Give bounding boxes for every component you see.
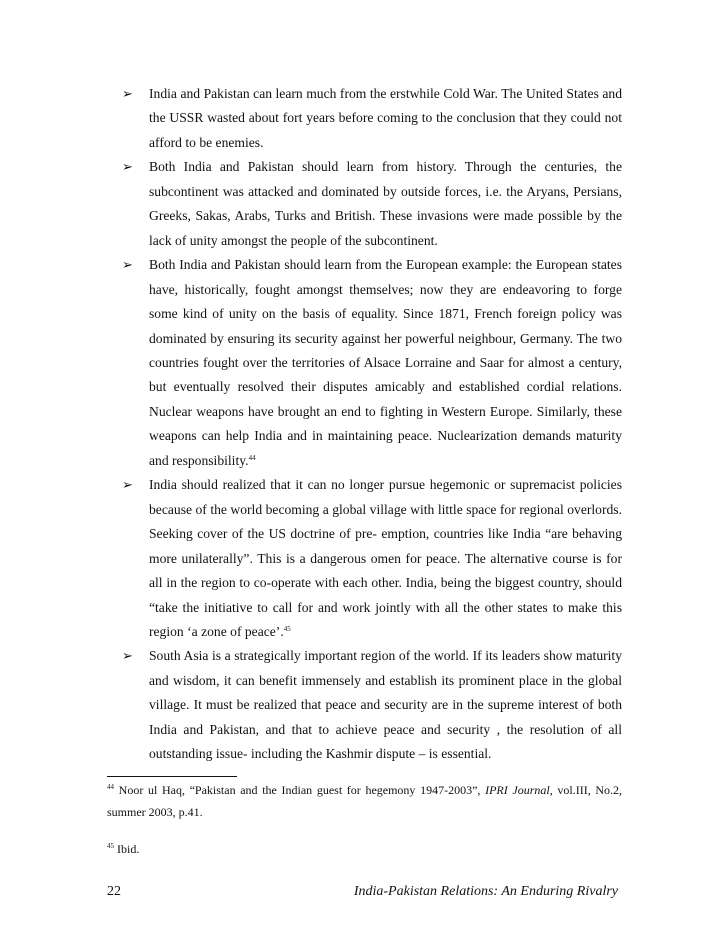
footnote-text: Noor ul Haq, “Pakistan and the Indian guest for hegemony 1947-2003”,	[118, 783, 481, 797]
arrow-bullet-icon: ➢	[122, 648, 133, 664]
bullet-list	[122, 82, 622, 767]
bullet-text: South Asia is a strategically important region of the world. If its leaders show maturity and wisdom, it can benefit immensely and establish its prominent place in the global village. It must be realized that peace and security are in the supreme interest of both India and Pakistan, and that to achieve peace and security , the resolution of all outstanding issue- including the Kashmir dispute – is essential.	[149, 648, 622, 762]
footnote-number: 45	[107, 842, 114, 850]
footnote-text-continued: , vol.III, No.2, summer 2003, p.41.	[107, 783, 623, 819]
arrow-bullet-icon: ➢	[122, 257, 133, 273]
footnote-journal-title: IPRI Journal	[485, 783, 550, 797]
bullet-item-cold-war	[122, 82, 622, 155]
page-number: 22	[107, 884, 121, 899]
bullet-item-european-example	[122, 253, 622, 473]
footnote-number: 44	[107, 783, 114, 791]
bullet-item-south-asia	[122, 644, 622, 766]
bullet-text: India and Pakistan can learn much from the erstwhile Cold War. The United States and the USSR wasted about fort years before coming to the conclusion that they could not afford to be enemies.	[149, 86, 622, 150]
bullet-text: India should realized that it can no longer pursue hegemonic or supremacist policies because of the world becoming a global village with little space for regional overlords. Seeking cover of the US doctrine of pre- emption, countries like India “are behaving more unilaterally”. This is a dangerous omen for peace. The alternative course is for all in the region to co-operate with each other. India, being the biggest country, should “take the initiative to call for and work jointly with all the other states to make this region ‘a zone of peace’.	[149, 477, 622, 639]
arrow-bullet-icon: ➢	[122, 477, 133, 493]
arrow-bullet-icon: ➢	[122, 159, 133, 175]
footnote-reference: 45	[283, 624, 291, 633]
bullet-item-history	[122, 155, 622, 253]
footnote-44	[107, 779, 622, 823]
footnote-divider	[107, 776, 237, 777]
bullet-text: Both India and Pakistan should learn from history. Through the centuries, the subcontinent was attacked and dominated by outside forces, i.e. the Aryans, Persians, Greeks, Sakas, Arabs, Turks and British. These invasions were made possible by the lack of unity amongst the people of the subcontinent.	[149, 159, 622, 248]
footnote-45	[107, 838, 622, 860]
footnote-text: Ibid.	[117, 842, 140, 856]
bullet-item-hegemonic-policies	[122, 473, 622, 644]
arrow-bullet-icon: ➢	[122, 86, 133, 101]
footnote-reference: 44	[248, 453, 256, 462]
bullet-text: Both India and Pakistan should learn from the European example: the European states have, historically, fought amongst themselves; now they are endeavoring to forge some kind of unity on the basis of equality. Since 1871, French foreign policy was dominated by ensuring its security against her powerful neighbour, Germany. The two countries fought over the territories of Alsace Lorraine and Saar for almost a century, but eventually resolved their disputes amicably and established cordial relations. Nuclear weapons have brought an end to fighting in Western Europe. Similarly, these weapons can help India and in maintaining peace. Nuclearization demands maturity and responsibility.	[149, 257, 622, 468]
running-title: India-Pakistan Relations: An Enduring Rivalry	[353, 884, 618, 899]
